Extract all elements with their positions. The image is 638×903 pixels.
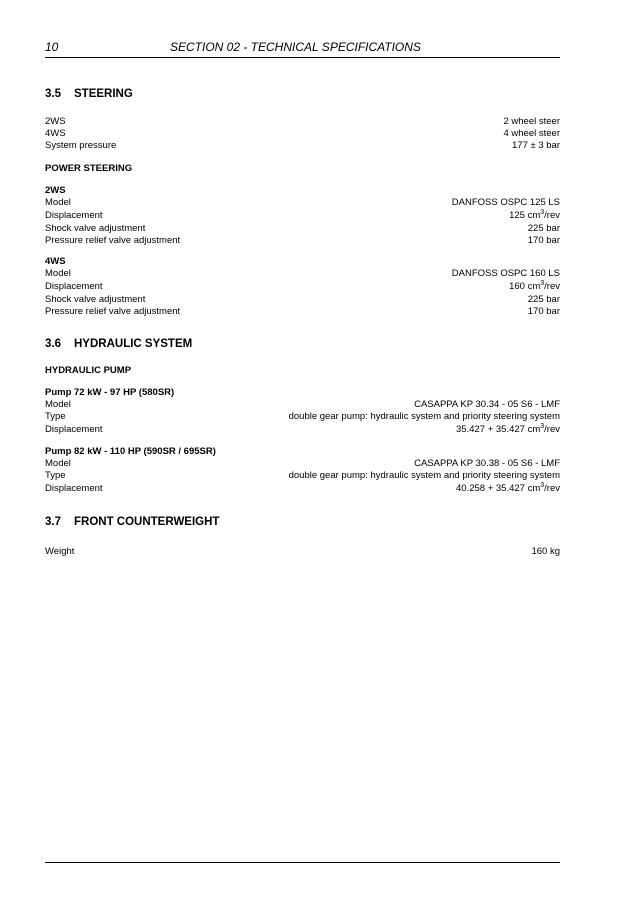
subheading-2ws: 2WS (45, 185, 66, 196)
spec-row-model (45, 458, 560, 470)
heading-front-counterweight (45, 514, 560, 530)
heading-number: 3.5 (45, 88, 61, 100)
spec-row-shock-valve (45, 294, 560, 306)
spec-label: Displacement (45, 281, 103, 292)
spec-row-pressure-relief (45, 235, 560, 247)
spec-label: Model (45, 399, 71, 410)
spec-value: 160 kg (531, 546, 560, 557)
spec-value: 40.258 + 35.427 $cm^3$/rev (456, 482, 560, 494)
spec-value: 4 wheel steer (503, 128, 560, 139)
spec-row-displacement (45, 209, 560, 223)
spec-value: 170 bar (527, 306, 560, 317)
spec-value: 170 bar (527, 235, 560, 246)
heading-steering (45, 86, 560, 102)
spec-label: Pressure relief valve adjustment (45, 306, 181, 317)
heading-title: STEERING (74, 88, 133, 100)
spec-value: 177 ± 3 bar (512, 140, 560, 151)
spec-row-2ws (45, 116, 560, 128)
spec-row-model (45, 268, 560, 280)
spec-label: Type (45, 411, 66, 422)
page-header (45, 38, 560, 58)
subheading-pump-1: Pump 72 kW - 97 HP (580SR) (45, 387, 175, 398)
spec-value: 160 $cm^3$/rev (509, 280, 560, 292)
document-body (45, 86, 560, 558)
spec-value: double gear pump: hydraulic system and priority steering system (288, 470, 560, 481)
spec-row-weight (45, 546, 560, 558)
subheading-power-steering: POWER STEERING (45, 163, 133, 174)
spec-label: Displacement (45, 483, 103, 494)
spec-row-4ws (45, 128, 560, 140)
section-title: SECTION 02 - TECHNICAL SPECIFICATIONS (170, 40, 421, 54)
spec-row-type (45, 411, 560, 423)
spec-label: Displacement (45, 424, 103, 435)
spec-label: 2WS (45, 116, 66, 127)
spec-label: Model (45, 268, 71, 279)
spec-value: 2 wheel steer (503, 116, 560, 127)
spec-label: System pressure (45, 140, 117, 151)
spec-value: CASAPPA KP 30.34 - 05 S6 - LMF (414, 399, 560, 410)
spec-label: Displacement (45, 210, 103, 221)
heading-title: HYDRAULIC SYSTEM (74, 338, 193, 350)
subheading-pump-2: Pump 82 kW - 110 HP (590SR / 695SR) (45, 446, 216, 457)
spec-value: 225 bar (527, 294, 560, 305)
spec-label: Shock valve adjustment (45, 223, 146, 234)
spec-label: Pressure relief valve adjustment (45, 235, 181, 246)
heading-number: 3.6 (45, 338, 61, 350)
spec-value: 225 bar (527, 223, 560, 234)
spec-value: 125 $cm^3$/rev (509, 209, 560, 221)
spec-row-displacement (45, 482, 560, 496)
spec-value: CASAPPA KP 30.38 - 05 S6 - LMF (414, 458, 560, 469)
subheading-hydraulic-pump: HYDRAULIC PUMP (45, 365, 132, 376)
spec-row-shock-valve (45, 223, 560, 235)
heading-number: 3.7 (45, 516, 61, 528)
spec-label: 4WS (45, 128, 66, 139)
spec-value: DANFOSS OSPC 160 LS (451, 268, 560, 279)
spec-row-system-pressure (45, 140, 560, 152)
subheading-4ws: 4WS (45, 256, 66, 267)
spec-row-pressure-relief (45, 306, 560, 318)
spec-label: Model (45, 458, 71, 469)
spec-row-model (45, 399, 560, 411)
spec-label: Weight (45, 546, 75, 557)
heading-title: FRONT COUNTERWEIGHT (74, 516, 220, 528)
footer-rule (45, 862, 560, 863)
spec-value: double gear pump: hydraulic system and priority steering system (288, 411, 560, 422)
spec-row-displacement (45, 423, 560, 437)
spec-label: Model (45, 197, 71, 208)
heading-hydraulic-system (45, 336, 560, 352)
spec-value: 35.427 + 35.427 $cm^3$/rev (456, 423, 560, 435)
spec-row-type (45, 470, 560, 482)
spec-label: Shock valve adjustment (45, 294, 146, 305)
spec-row-displacement (45, 280, 560, 294)
page-number: 10 (45, 40, 59, 54)
spec-value: DANFOSS OSPC 125 LS (451, 197, 560, 208)
spec-row-model (45, 197, 560, 209)
spec-label: Type (45, 470, 66, 481)
